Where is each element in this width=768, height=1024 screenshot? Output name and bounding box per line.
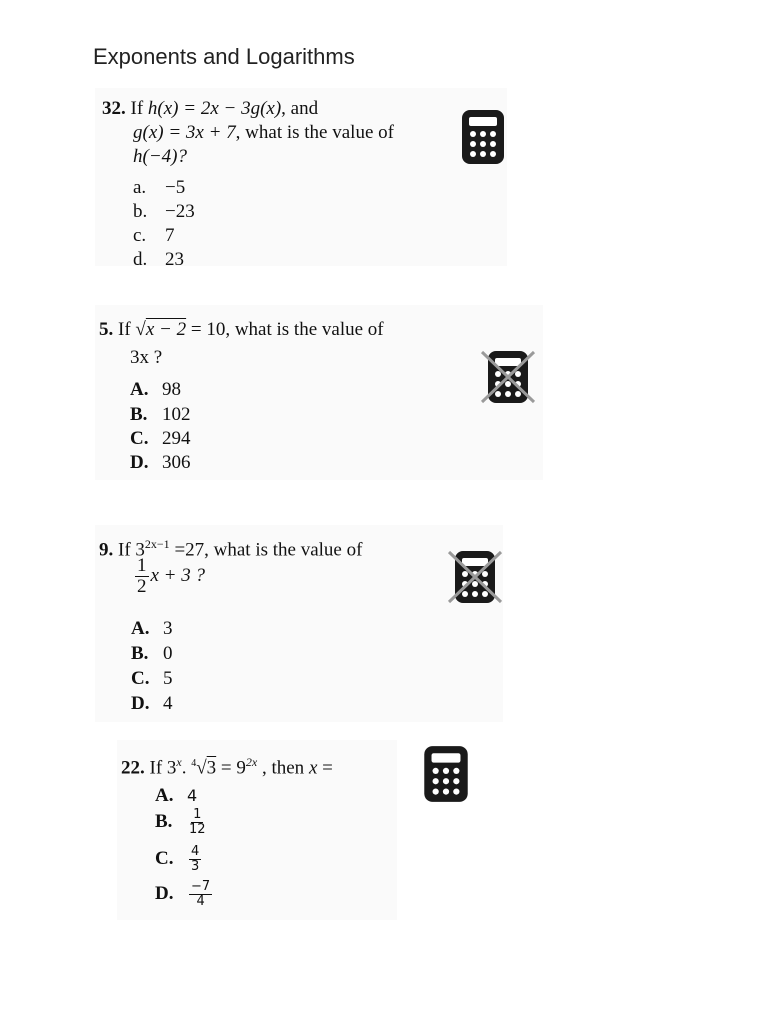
- q32-option-a[interactable]: a. −5: [133, 177, 186, 198]
- q32-stem-line2: g(x) = 3x + 7, what is the value of: [133, 122, 394, 143]
- q32-option-b[interactable]: b. −23: [133, 201, 195, 222]
- q5-stem-line1: 5. If √x − 2 = 10, what is the value of: [99, 319, 384, 340]
- q9-option-a[interactable]: A. 3: [131, 618, 173, 639]
- q9-stem-line1: 9. If $3^{2x-1} =27$, what is the value of: [99, 537, 363, 561]
- calculator-not-allowed-icon: [480, 348, 536, 406]
- q22-stem: 22. If 3$^x$. $^4√3 = 9^{2x}$ , then x =: [121, 755, 333, 779]
- calculator-allowed-icon: [458, 108, 508, 166]
- q5-option-d[interactable]: D. 306: [130, 452, 191, 473]
- sqrt-symbol: √: [135, 319, 146, 340]
- q5-stem-line2: 3x ?: [130, 347, 163, 368]
- q32-stem-line1: 32. If h(x) = 2x − 3g(x), and: [102, 98, 319, 119]
- q5-option-c[interactable]: C. 294: [130, 428, 191, 449]
- q9-option-c[interactable]: C. 5: [131, 668, 173, 689]
- radical-symbol: √: [196, 757, 207, 779]
- calculator-not-allowed-icon: [446, 548, 504, 606]
- q9-option-d[interactable]: D. 4: [131, 693, 173, 714]
- q9-option-b[interactable]: B. 0: [131, 643, 173, 664]
- q5-option-b[interactable]: B. 102: [130, 404, 191, 425]
- q22-option-c[interactable]: C. $\frac{4}{3}$: [155, 844, 200, 874]
- one-half-fraction: $\frac{1}{2}$: [137, 555, 147, 597]
- q32-option-c[interactable]: c. 7: [133, 225, 175, 246]
- q32-stem-line3: h(−4)?: [133, 146, 187, 167]
- q22-option-a[interactable]: A. 4: [155, 785, 198, 806]
- q5-option-a[interactable]: A. 98: [130, 379, 181, 400]
- calculator-allowed-icon: [420, 744, 472, 804]
- q32-option-d[interactable]: d. 23: [133, 249, 184, 270]
- q22-option-d[interactable]: D. $\frac{-7}{4}$: [155, 879, 211, 909]
- q22-option-b[interactable]: B. $\frac{1}{12}$: [155, 807, 206, 837]
- page-title: Exponents and Logarithms: [93, 44, 355, 69]
- q9-stem-line2: $\frac{1}{2}$ x + 3 ?: [137, 555, 206, 597]
